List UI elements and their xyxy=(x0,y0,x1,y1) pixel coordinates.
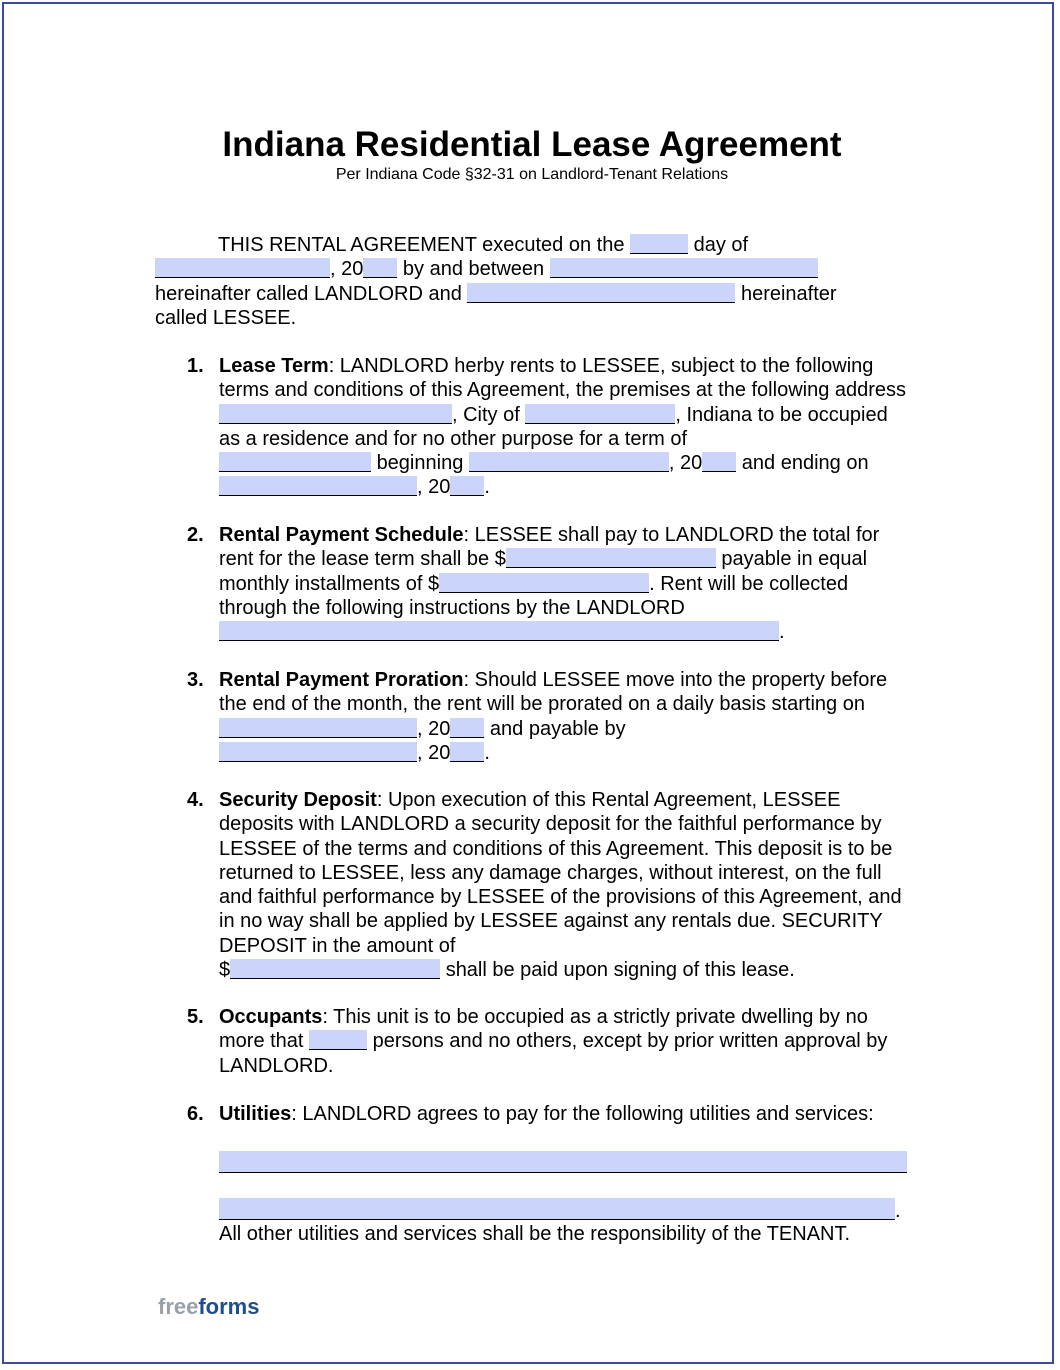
section-lease-term xyxy=(187,354,912,500)
section-text: : LANDLORD agrees to pay for the following utilities and services: xyxy=(291,1103,874,1125)
intro-text: hereinafter xyxy=(740,282,837,305)
section-text: : This unit is to be occupied as a strictly private dwelling by no more that xyxy=(219,1006,868,1053)
section-text: , Indiana to be occupied as a residence and for no other purpose for a term of xyxy=(219,403,888,450)
section-text: payable in equal monthly installments of $ xyxy=(219,548,868,595)
section-number: 1. xyxy=(187,355,204,377)
total-rent-field[interactable] xyxy=(506,548,716,568)
section-number: 2. xyxy=(187,524,204,546)
freeforms-logo[interactable] xyxy=(158,1294,259,1320)
section-text: , City of xyxy=(452,403,520,426)
section-text: persons and no others, except by prior written approval by LANDLORD. xyxy=(219,1030,888,1077)
proration-start-year-field[interactable] xyxy=(450,718,484,738)
section-occupants xyxy=(187,1005,912,1078)
section-text: : LANDLORD herby rents to LESSEE, subject to the following terms and conditions of this Agreement, the premises at the following address xyxy=(219,355,907,402)
section-heading: Occupants xyxy=(219,1006,323,1028)
logo-part: free xyxy=(158,1294,199,1319)
city-field[interactable] xyxy=(525,404,675,424)
payment-instructions-field[interactable] xyxy=(219,621,779,641)
section-text: . xyxy=(895,1200,901,1222)
section-text: shall be paid upon signing of this lease. xyxy=(445,959,795,982)
section-heading: Lease Term xyxy=(219,355,329,377)
section-text: : LESSEE shall pay to LANDLORD the total for rent for the lease term shall be $ xyxy=(219,524,880,571)
security-deposit-amount-field[interactable] xyxy=(230,959,440,979)
intro-paragraph xyxy=(155,233,885,330)
section-text: , 20 xyxy=(417,741,451,764)
section-text: . Rent will be collected through the following instructions by the LANDLORD xyxy=(219,572,849,619)
document-title: Indiana Residential Lease Agreement xyxy=(222,125,842,164)
intro-text: THIS RENTAL AGREEMENT executed on the xyxy=(218,234,625,256)
lease-term-field[interactable] xyxy=(219,452,371,472)
section-text: and ending on xyxy=(741,452,869,475)
intro-text: hereinafter called LANDLORD and xyxy=(155,282,462,305)
proration-payable-year-field[interactable] xyxy=(450,742,484,762)
section-text: All other utilities and services shall be the responsibility of the TENANT. xyxy=(219,1223,851,1245)
section-heading: Security Deposit xyxy=(219,789,377,811)
occupants-count-field[interactable] xyxy=(309,1030,367,1050)
section-text: , 20 xyxy=(417,476,451,499)
section-text: : Upon execution of this Rental Agreement, LESSEE deposits with LANDLORD a security deposit for the faithful performance by LESSEE of the terms and conditions of this Agreement. This deposit is to be returned to LESSEE, less any damage charges, without interest, on the full and faithful performance by LESSEE of the provisions of this Agreement, and in no way shall be applied by LESSEE against any rentals due. SECURITY DEPOSIT in the amount of xyxy=(219,789,902,957)
section-security-deposit xyxy=(187,788,912,982)
intro-text: by and between xyxy=(402,258,545,281)
section-heading: Rental Payment Proration xyxy=(219,669,464,691)
logo-part: forms xyxy=(198,1294,260,1319)
end-date-field[interactable] xyxy=(219,476,417,496)
start-year-field[interactable] xyxy=(702,452,736,472)
section-number: 6. xyxy=(187,1103,204,1125)
end-year-field[interactable] xyxy=(450,476,484,496)
proration-start-field[interactable] xyxy=(219,718,417,738)
execution-month-field[interactable] xyxy=(155,258,330,278)
property-address-field[interactable] xyxy=(219,404,452,424)
section-number: 4. xyxy=(187,789,204,811)
utilities-field-2[interactable] xyxy=(219,1198,895,1220)
section-text: : Should LESSEE move into the property before the end of the month, the rent will be prorated on a daily basis starting on xyxy=(219,669,888,716)
section-text: . xyxy=(484,741,490,764)
section-number: 3. xyxy=(187,669,204,691)
utilities-field-1[interactable] xyxy=(219,1151,907,1173)
section-heading: Utilities xyxy=(219,1103,292,1125)
section-text: . xyxy=(779,621,785,644)
section-text: and payable by xyxy=(489,717,626,740)
proration-payable-field[interactable] xyxy=(219,742,417,762)
section-rental-payment-proration xyxy=(187,668,912,765)
section-number: 5. xyxy=(187,1006,204,1028)
section-text: , 20 xyxy=(668,452,703,475)
section-text: $ xyxy=(219,959,231,982)
intro-text: day of xyxy=(693,234,749,256)
monthly-installment-field[interactable] xyxy=(439,573,649,593)
section-utilities xyxy=(187,1102,912,1126)
execution-year-field[interactable] xyxy=(363,258,397,278)
intro-text: , 20 xyxy=(330,258,364,281)
section-text: . xyxy=(484,476,490,499)
execution-day-field[interactable] xyxy=(630,234,688,254)
start-date-field[interactable] xyxy=(469,452,669,472)
lessee-name-field[interactable] xyxy=(467,283,735,303)
intro-text: called LESSEE. xyxy=(155,306,297,329)
document-subtitle: Per Indiana Code §32-31 on Landlord-Tenant Relations xyxy=(335,166,729,183)
landlord-name-field[interactable] xyxy=(550,258,818,278)
section-text: beginning xyxy=(376,452,464,475)
section-heading: Rental Payment Schedule xyxy=(219,524,464,546)
section-text: , 20 xyxy=(417,717,451,740)
section-rental-payment-schedule xyxy=(187,523,912,644)
